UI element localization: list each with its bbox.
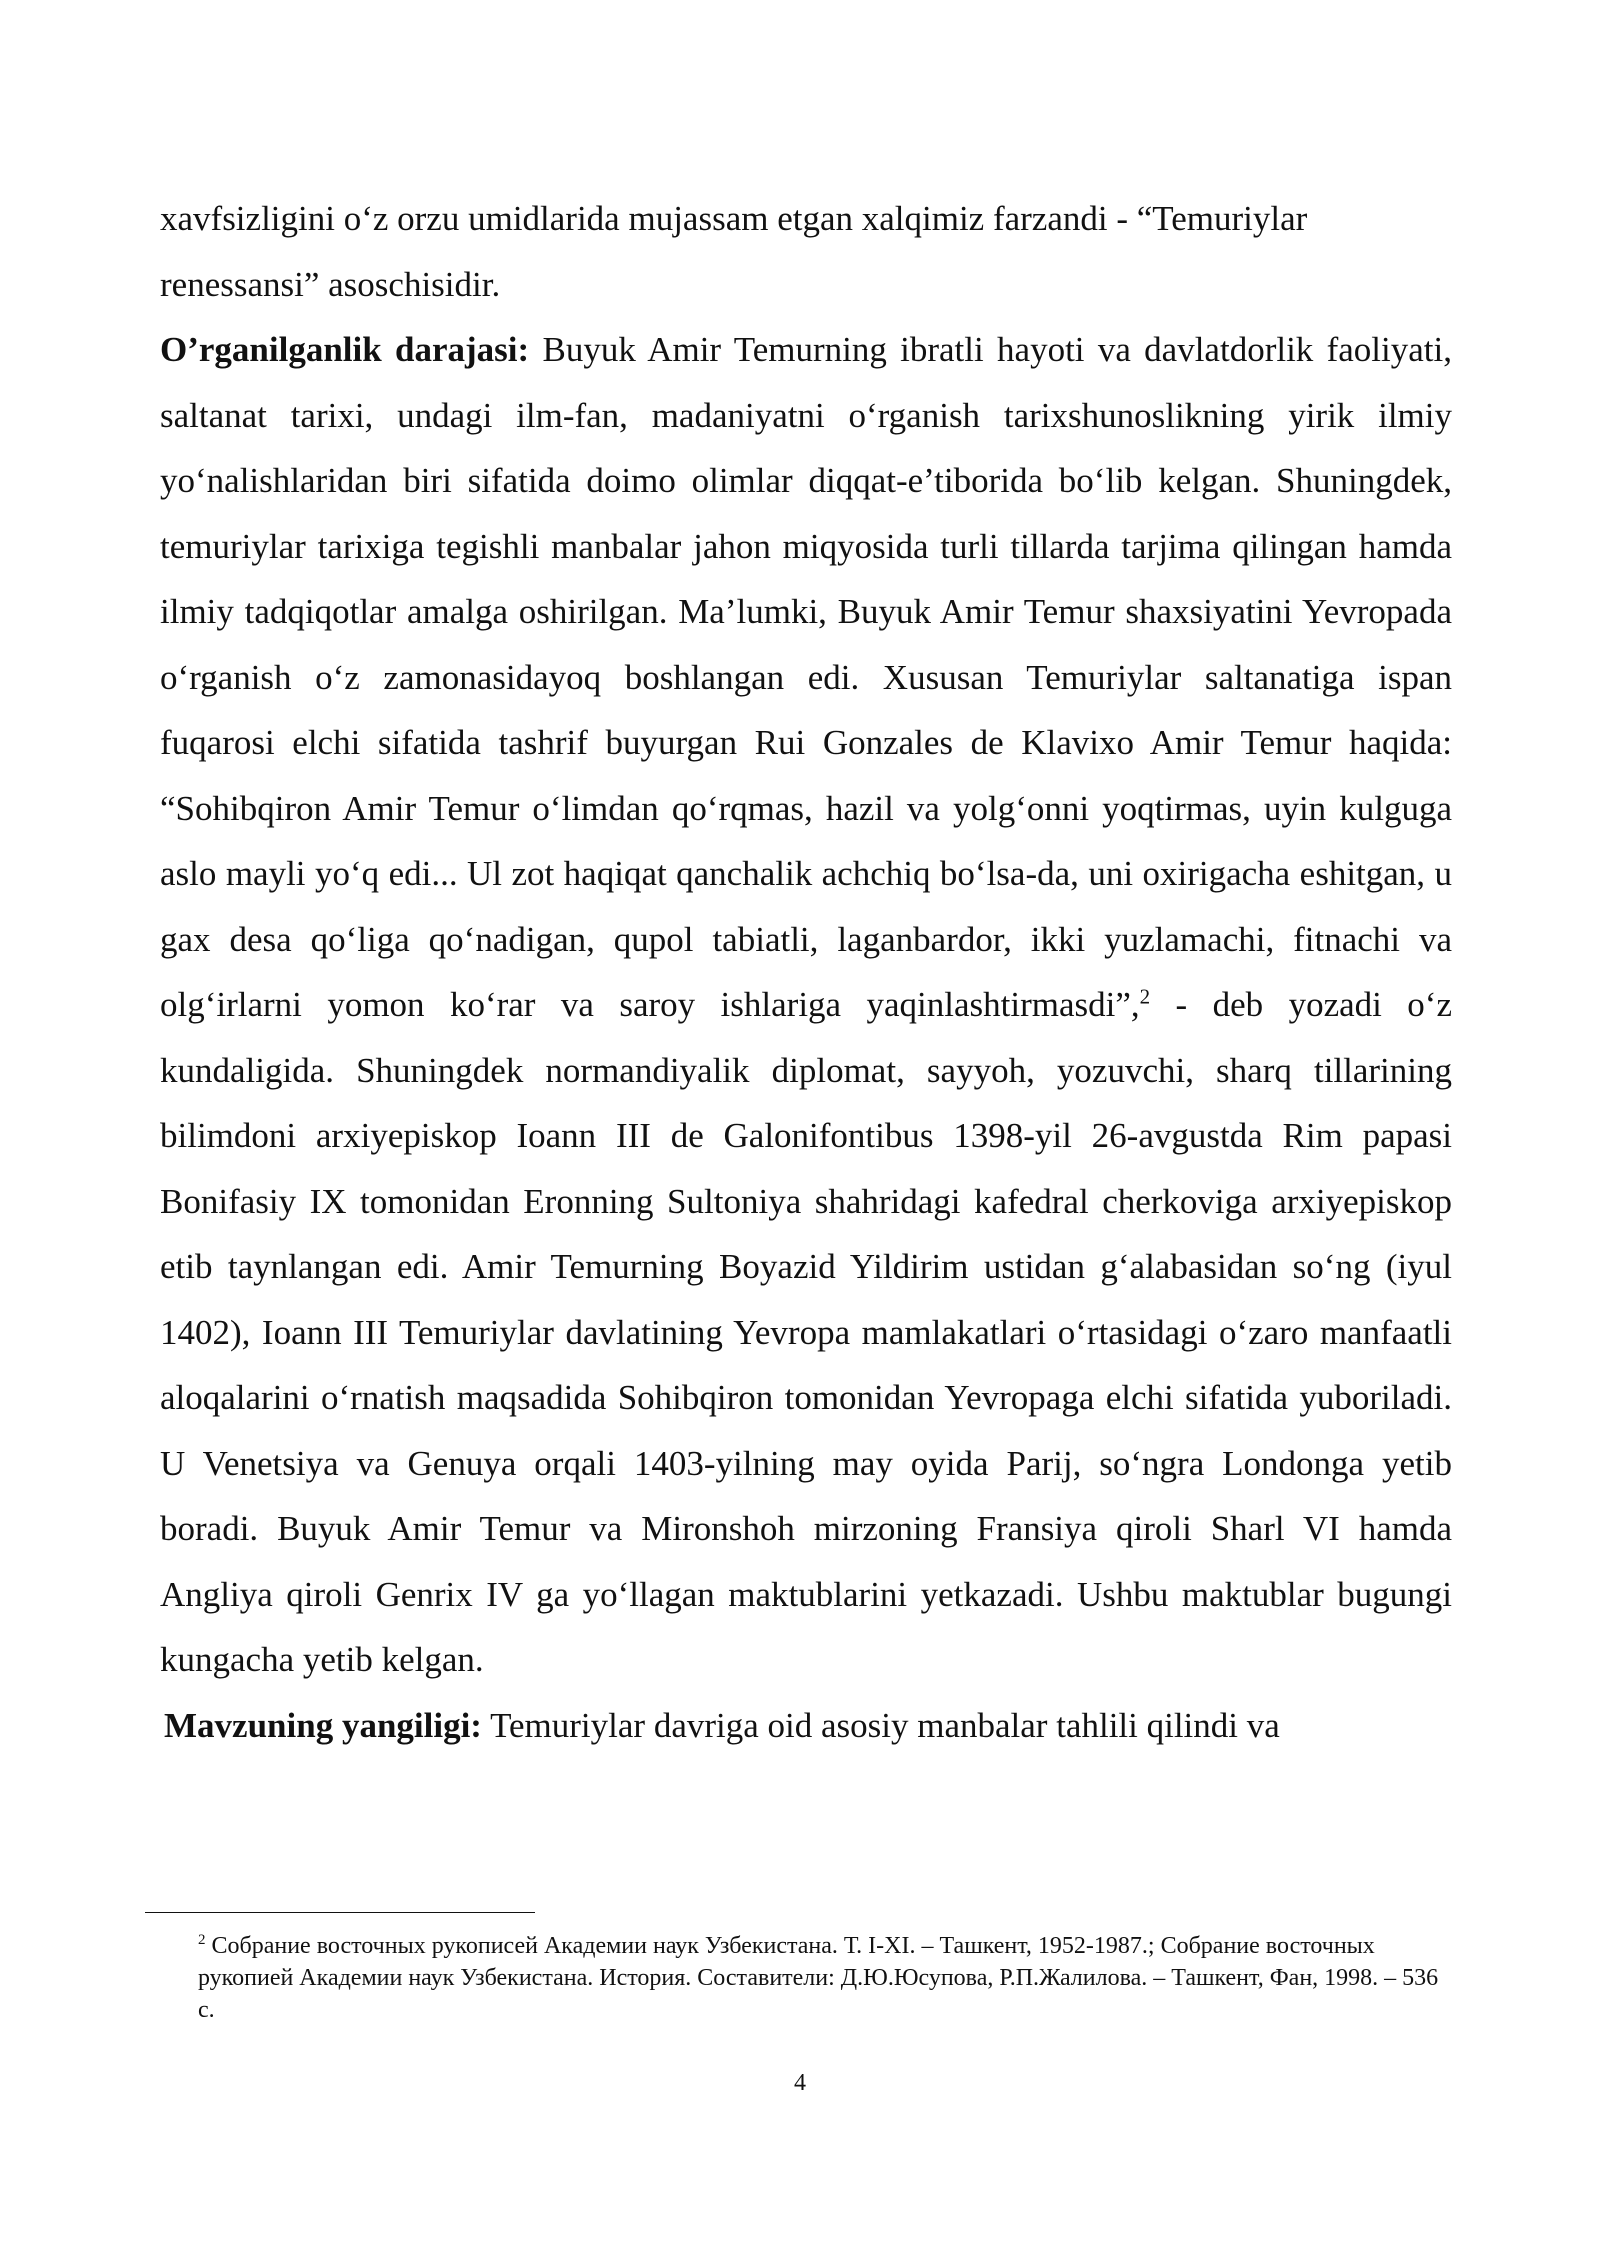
study-level-text: Buyuk Amir Temurning ibratli hayoti va davlatdorlik faoliyati, saltanat tarixi, undagi ilm-fan, madaniyatni o‘rganish tarixshunoslikning yirik ilmiy yo‘nalishlaridan biri sifatida doimo olimlar diqqat-e’tiborida bo‘lib kelgan. Shuningdek, temuriylar tarixiga tegishli manbalar jahon miqyosida turli tillarda tarjima qilingan hamda ilmiy tadqiqotlar amalga oshirilgan. Ma’lumki, Buyuk Amir Temur shaxsiyatini Yevropada o‘rganish o‘z zamonasidayoq boshlangan edi. Xususan Temuriylar saltanatiga ispan fuqarosi elchi sifatida tashrif buyurgan Rui Gonzales de Klavixo Amir Temur haqida: “Sohibqiron Amir Temur o‘limdan qo‘rqmas, hazil va yolg‘onni yoqtirmas, uyin kulguga aslo mayli yo‘q edi... Ul zot haqiqat qanchalik achchiq bo‘lsa-da, uni oxirigacha eshitgan, u gax desa qo‘liga qo‘nadigan, qupol tabiatli, laganbardor, ikki yuzlamachi, fitnachi va olg‘irlarni yomon ko‘rar va saroy ishlariga yaqinlashtirmasdi”, bbox=[160, 330, 1452, 1024]
study-level-text-continued: - deb yozadi o‘z kundaligida. Shuningdek normandiyalik diplomat, sayyoh, yozuvchi, sharq tillarining bilimdoni arxiyepiskop Ioann III de Galonifontibus 1398-yil 26-avgustda Rim papasi Bonifasiy IX tomonidan Eronning Sultoniya shahridagi kafedral cherkoviga arxiyepiskop etib taynlangan edi. Amir Temurning Boyazid Yildirim ustidan g‘alabasidan so‘ng (iyul 1402), Ioann III Temuriylar davlatining Yevropa mamlakatlari o‘rtasidagi o‘zaro manfaatli aloqalarini o‘rnatish maqsadida Sohibqiron tomonidan Yevropaga elchi sifatida yuboriladi. U Venetsiya va Genuya orqali 1403-yilning may oyida Parij, so‘ngra Londonga yetib boradi. Buyuk Amir Temur va Mironshoh mirzoning Fransiya qiroli Sharl VI hamda Angliya qiroli Genrix IV ga yo‘llagan maktublarini yetkazadi. Ushbu maktublar bugungi kungacha yetib kelgan. bbox=[160, 985, 1452, 1679]
paragraph-novelty bbox=[160, 1693, 1452, 1759]
footnote-separator bbox=[145, 1912, 535, 1913]
novelty-text: Temuriylar davriga oid asosiy manbalar tahlili qilindi va bbox=[481, 1705, 1280, 1745]
body-text bbox=[160, 186, 1452, 1758]
paragraph-study-level bbox=[160, 317, 1452, 1693]
footnote bbox=[198, 1930, 1448, 2026]
continuation-text: xavfsizligini o‘z orzu umidlarida mujassam etgan xalqimiz farzandi - “Temuriylar renessansi” asoschisidir. bbox=[160, 199, 1308, 304]
novelty-heading: Mavzuning yangiligi: bbox=[164, 1705, 482, 1745]
footnote-text: Собрание восточных рукописей Академии наук Узбекистана. Т. I-XI. – Ташкент, 1952-1987.; Собрание восточных рукопией Академии наук Узбекистана. История. Составители: Д.Ю.Юсупова, Р.П.Жалилова. – Ташкент, Фан, 1998. – 536 с. bbox=[198, 1933, 1439, 2023]
footnote-reference[interactable]: 2 bbox=[1139, 984, 1151, 1009]
page-number: 4 bbox=[794, 2070, 806, 2096]
footnote-mark: 2 bbox=[198, 1932, 206, 1948]
study-level-heading: O’rganilganlik darajasi: bbox=[160, 330, 530, 369]
paragraph-continuation bbox=[160, 186, 1452, 317]
